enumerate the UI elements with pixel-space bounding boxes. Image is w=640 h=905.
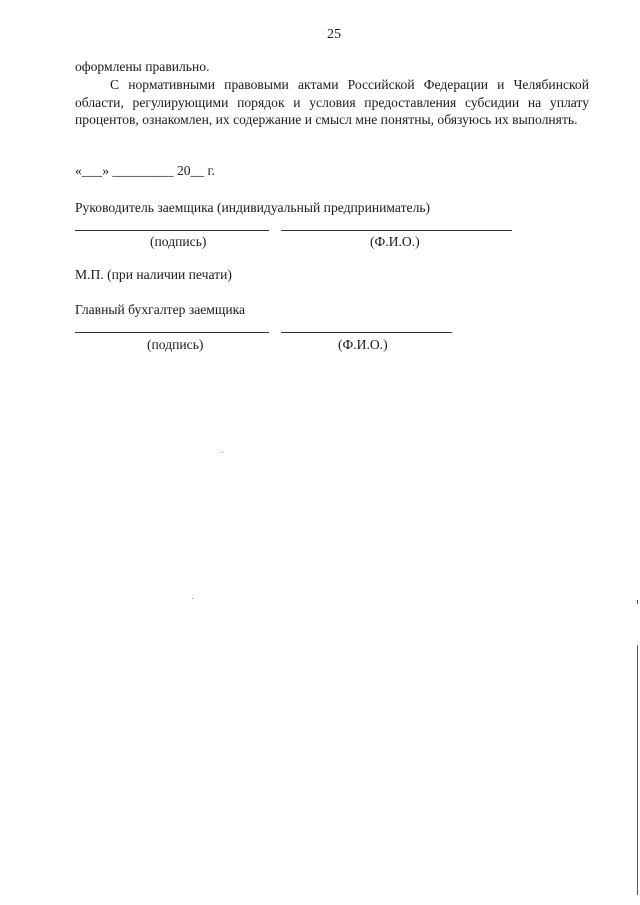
scan-edge-mark — [637, 645, 638, 895]
paragraph-continuation: оформлены правильно. — [75, 59, 210, 74]
accountant-name-line — [281, 332, 452, 333]
head-signatory-label: Руководитель заемщика (индивидуальный предприниматель) — [75, 200, 431, 215]
head-signature-line — [75, 230, 269, 231]
scan-speck — [222, 452, 223, 453]
head-name-caption: (Ф.И.О.) — [370, 234, 420, 249]
head-signature-caption: (подпись) — [150, 234, 207, 249]
stamp-note: М.П. (при наличии печати) — [75, 267, 232, 282]
accountant-signature-caption: (подпись) — [147, 337, 204, 352]
page-number: 25 — [327, 27, 341, 42]
accountant-signature-line — [75, 332, 269, 333]
acknowledgement-paragraph: С нормативными правовыми актами Российской Федерации и Челябинской области, регулирующими порядок и условия предоставления субсидии на уплату процентов, ознакомлен, их содержание и смысл мне понятны, обязуюсь их выполнять. — [75, 77, 589, 127]
scan-speck — [192, 598, 193, 599]
scan-edge-mark — [637, 600, 638, 604]
date-line: «___» _________ 20__ г. — [75, 163, 215, 178]
accountant-label: Главный бухгалтер заемщика — [75, 302, 246, 317]
head-name-line — [281, 230, 512, 231]
accountant-name-caption: (Ф.И.О.) — [338, 337, 388, 352]
